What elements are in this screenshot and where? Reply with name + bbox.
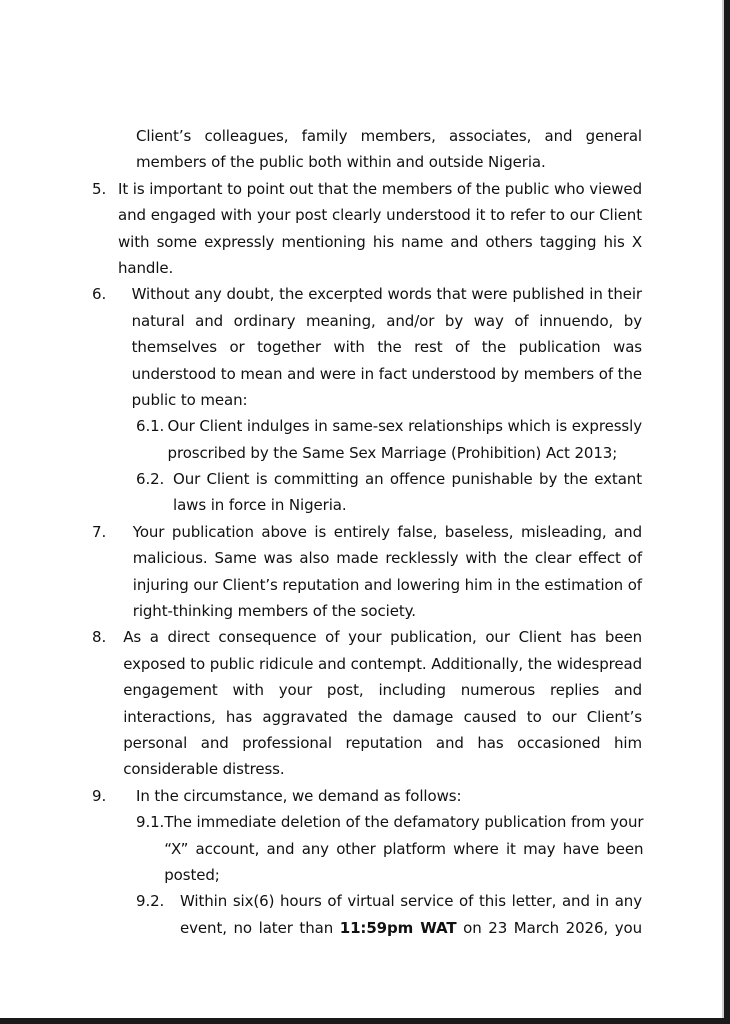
text-line: right-thinking members of the society. xyxy=(132,602,416,621)
text-line: proscribed by the Same Sex Marriage (Prohibition) Act 2013; xyxy=(167,443,618,462)
text-line: The immediate deletion of the defamatory publication from your xyxy=(164,813,644,832)
text-line: and engaged with your post clearly understood it to refer to our Client xyxy=(118,206,642,225)
text-line: injuring our Client’s reputation and lowering him in the estimation of xyxy=(132,575,642,594)
sub-paragraph-number: 6.2. xyxy=(136,470,165,489)
sub-paragraph-number: 9.2. xyxy=(136,892,165,911)
text-line: Our Client indulges in same-sex relationships which is expressly xyxy=(167,417,642,436)
paragraph-8 xyxy=(92,624,642,782)
text-span: on 23 March 2026, you xyxy=(463,918,642,937)
text-line: Your publication above is entirely false, baseless, misleading, and xyxy=(132,522,642,541)
paragraph-number: 7. xyxy=(92,522,107,541)
text-line: personal and professional reputation and has occasioned him xyxy=(123,733,642,752)
deadline-time: 11:59pm WAT xyxy=(339,918,457,937)
text-line: natural and ordinary meaning, and/or by way of innuendo, by xyxy=(131,311,642,330)
text-line xyxy=(180,915,642,941)
sub-paragraph-number: 9.1. xyxy=(136,813,165,832)
text-line: Without any doubt, the excerpted words that were published in their xyxy=(131,285,642,304)
text-span: event, no later than xyxy=(180,918,334,937)
text-line: It is important to point out that the members of the public who viewed xyxy=(118,179,642,198)
text-line: considerable distress. xyxy=(123,760,285,779)
paragraph-number: 5. xyxy=(92,179,107,198)
paragraph-number: 9. xyxy=(92,786,107,805)
text-line: engagement with your post, including numerous replies and xyxy=(123,681,642,700)
paragraph-9-1 xyxy=(92,809,642,888)
paragraph-5 xyxy=(92,176,642,282)
text-line: Client’s colleagues, family members, associates, and general xyxy=(136,127,642,145)
sub-paragraph-number: 6.1. xyxy=(136,417,165,436)
text-line: posted; xyxy=(164,865,220,884)
text-line: interactions, has aggravated the damage caused to our Client’s xyxy=(123,707,642,726)
text-line: In the circumstance, we demand as follows: xyxy=(136,786,462,805)
text-line: malicious. Same was also made recklessly with the clear effect of xyxy=(132,549,642,568)
paragraph-7 xyxy=(92,519,642,625)
text-line: laws in force in Nigeria. xyxy=(173,496,347,515)
text-line: understood to mean and were in fact understood by members of the xyxy=(131,364,642,383)
paragraph-6 xyxy=(92,281,642,413)
paragraph-number: 8. xyxy=(92,628,107,647)
text-line: exposed to public ridicule and contempt. Additionally, the widespread xyxy=(123,654,642,673)
text-line: with some expressly mentioning his name and others tagging his X xyxy=(118,232,642,251)
paragraph-9 xyxy=(92,783,642,809)
paragraph-9-2 xyxy=(92,888,642,941)
letter-body xyxy=(92,123,642,941)
text-line: public to mean: xyxy=(131,390,248,409)
paragraph-6-2 xyxy=(92,466,642,519)
text-line: members of the public both within and outside Nigeria. xyxy=(136,153,546,172)
text-line: handle. xyxy=(118,258,174,277)
text-line: As a direct consequence of your publication, our Client has been xyxy=(123,628,642,647)
paragraph-6-1 xyxy=(92,413,642,466)
paragraph-number: 6. xyxy=(92,285,107,304)
text-line: “X” account, and any other platform where it may have been xyxy=(164,839,644,858)
text-line: Our Client is committing an offence punishable by the extant xyxy=(173,470,642,489)
text-line: Within six(6) hours of virtual service of this letter, and in any xyxy=(180,892,642,911)
text-line: themselves or together with the rest of the publication was xyxy=(131,338,642,357)
